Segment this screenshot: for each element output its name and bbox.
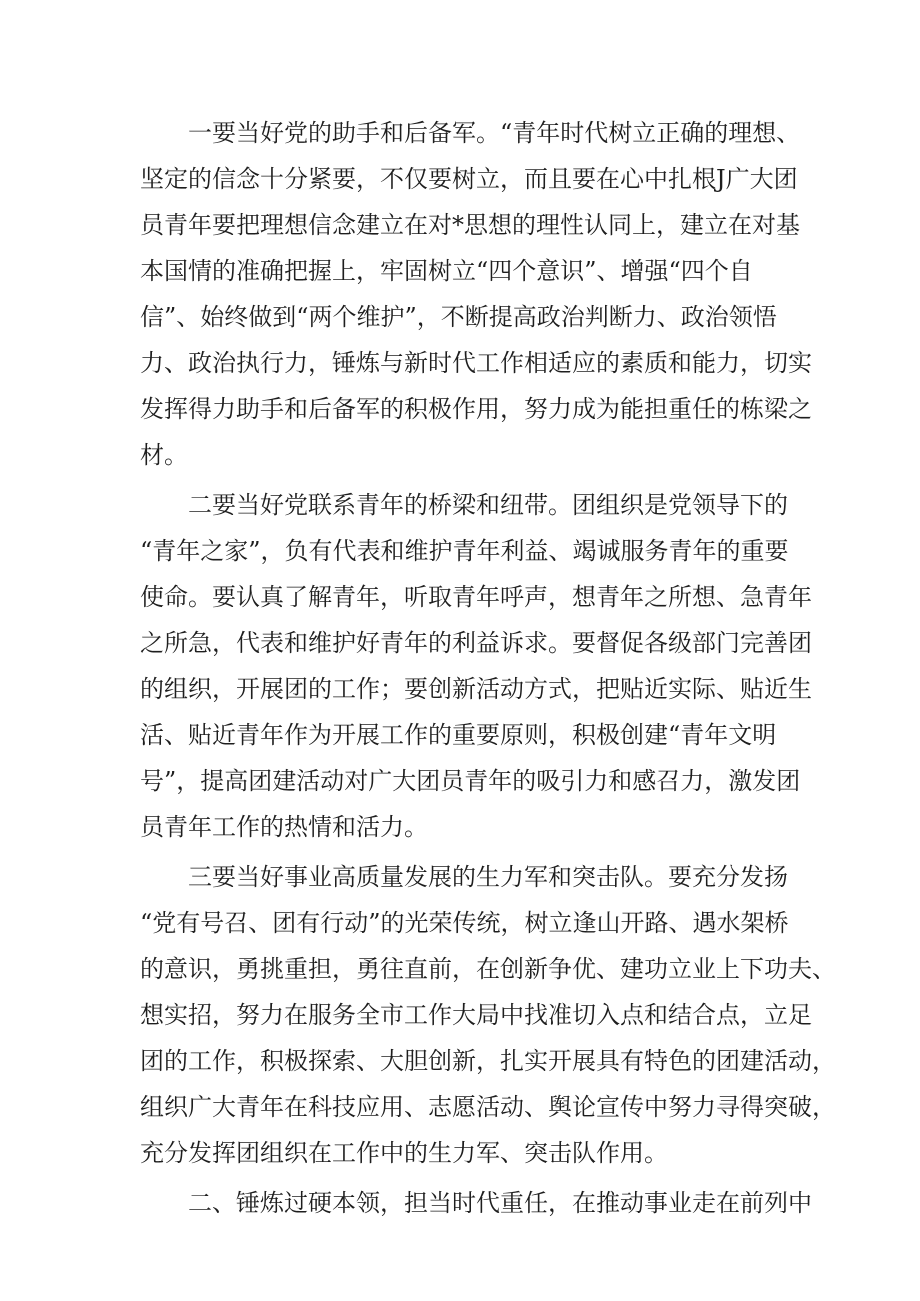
paragraph-3-line-3: 的意识，勇挑重担，勇往直前，在创新争优、建功立业上下功夫、	[140, 955, 836, 983]
paragraph-3-line-4: 想实招，努力在服务全市工作大局中找准切入点和结合点，立足	[140, 1001, 812, 1029]
section-heading-line-1: 二、锤炼过硬本领，担当时代重任，在推动事业走在前列中	[188, 1189, 812, 1217]
paragraph-1-line-4: 本国情的准确把握上，牢固树立“四个意识”、增强“四个自	[140, 257, 753, 285]
paragraph-3-line-7: 充分发挥团组织在工作中的生力军、突击队作用。	[140, 1139, 668, 1167]
paragraph-2-line-5: 的组织，开展团的工作；要创新活动方式，把贴近实际、贴近生	[140, 675, 812, 703]
paragraph-3-line-1: 三要当好事业高质量发展的生力军和突击队。要充分发扬	[188, 863, 788, 891]
paragraph-2-line-8: 员青年工作的热情和活力。	[140, 813, 428, 841]
paragraph-2-line-1: 二要当好党联系青年的桥梁和纽带。团组织是党领导下的	[188, 491, 788, 519]
paragraph-1-line-2: 坚定的信念十分紧要，不仅要树立，而且要在心中扎根J广大团	[140, 165, 798, 193]
paragraph-2-line-7: 号”，提高团建活动对广大团员青年的吸引力和感召力，激发团	[140, 767, 801, 795]
paragraph-1-line-5: 信”、始终做到“两个维护”，不断提高政治判断力、政治领悟	[140, 303, 777, 331]
paragraph-1-line-8: 材。	[140, 441, 188, 469]
paragraph-3-line-6: 组织广大青年在科技应用、志愿活动、舆论宣传中努力寻得突破，	[140, 1093, 836, 1121]
paragraph-2-line-2: “青年之家”，负有代表和维护青年利益、竭诚服务青年的重要	[140, 537, 789, 565]
paragraph-3-line-2: “党有号召、团有行动”的光荣传统，树立逢山开路、遇水架桥	[140, 909, 789, 937]
paragraph-2-line-3: 使命。要认真了解青年，听取青年呼声，想青年之所想、急青年	[140, 583, 812, 611]
paragraph-2-line-4: 之所急，代表和维护好青年的利益诉求。要督促各级部门完善团	[140, 629, 812, 657]
paragraph-1-line-7: 发挥得力助手和后备军的积极作用，努力成为能担重任的栋梁之	[140, 395, 812, 423]
paragraph-1-line-6: 力、政治执行力，锤炼与新时代工作相适应的素质和能力，切实	[140, 349, 812, 377]
paragraph-2-line-6: 活、贴近青年作为开展工作的重要原则，积极创建“青年文明	[140, 721, 777, 749]
paragraph-3-line-5: 团的工作，积极探索、大胆创新，扎实开展具有特色的团建活动，	[140, 1047, 836, 1075]
paragraph-1-line-1: 一要当好党的助手和后备军。“青年时代树立正确的理想、	[188, 119, 801, 147]
paragraph-1-line-3: 员青年要把理想信念建立在对*思想的理性认同上，建立在对基	[140, 211, 800, 239]
